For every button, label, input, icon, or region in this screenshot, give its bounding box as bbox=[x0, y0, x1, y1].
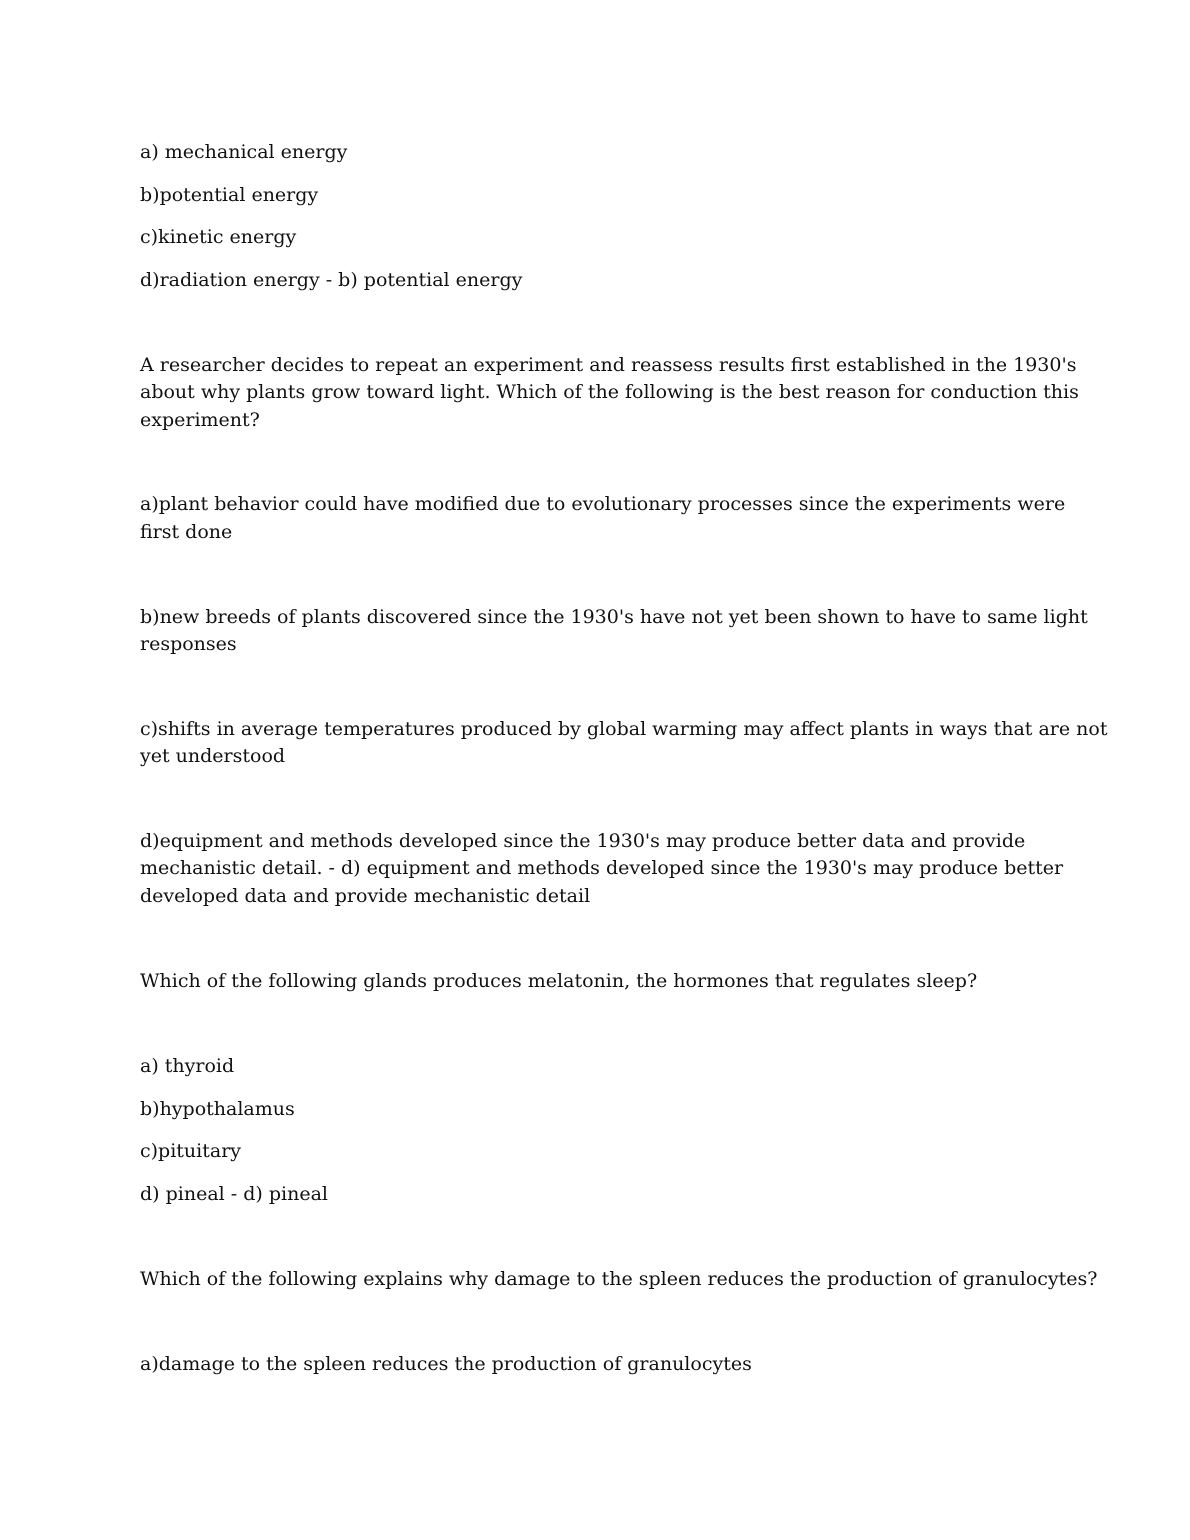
q2-question-line-3: experiment? bbox=[140, 409, 260, 431]
q1-option-a: a) mechanical energy bbox=[140, 141, 348, 163]
q1-option-c: c)kinetic energy bbox=[140, 226, 297, 248]
q2-option-d-line-2: mechanistic detail. - d) equipment and methods developed since the 1930's may produce better bbox=[140, 857, 1064, 879]
q1-option-d-with-answer: d)radiation energy - b) potential energy bbox=[140, 269, 523, 291]
q2-option-c-line-1: c)shifts in average temperatures produced by global warming may affect plants in ways that are not bbox=[140, 718, 1108, 740]
q2-question-line-2: about why plants grow toward light. Which of the following is the best reason for conduction this bbox=[140, 381, 1079, 403]
q3-question: Which of the following glands produces melatonin, the hormones that regulates sleep? bbox=[140, 970, 978, 992]
q2-option-a-line-1: a)plant behavior could have modified due to evolutionary processes since the experiments were bbox=[140, 493, 1066, 515]
q2-option-b-line-2: responses bbox=[140, 633, 237, 655]
q3-option-b: b)hypothalamus bbox=[140, 1098, 295, 1120]
q4-question: Which of the following explains why damage to the spleen reduces the production of granulocytes? bbox=[140, 1268, 1098, 1290]
q2-option-d-line-3: developed data and provide mechanistic detail bbox=[140, 885, 591, 907]
q2-option-b-line-1: b)new breeds of plants discovered since the 1930's have not yet been shown to have to same light bbox=[140, 606, 1088, 628]
q3-option-c: c)pituitary bbox=[140, 1140, 242, 1162]
q3-option-d-with-answer: d) pineal - d) pineal bbox=[140, 1183, 328, 1205]
q4-option-a: a)damage to the spleen reduces the production of granulocytes bbox=[140, 1353, 752, 1375]
q2-option-a-line-2: first done bbox=[140, 521, 233, 543]
q2-option-c-line-2: yet understood bbox=[140, 745, 286, 767]
q2-option-d-line-1: d)equipment and methods developed since the 1930's may produce better data and provide bbox=[140, 830, 1026, 852]
q3-option-a: a) thyroid bbox=[140, 1055, 235, 1077]
q2-question-line-1: A researcher decides to repeat an experiment and reassess results first established in the 1930's bbox=[140, 354, 1077, 376]
q1-option-b: b)potential energy bbox=[140, 184, 319, 206]
